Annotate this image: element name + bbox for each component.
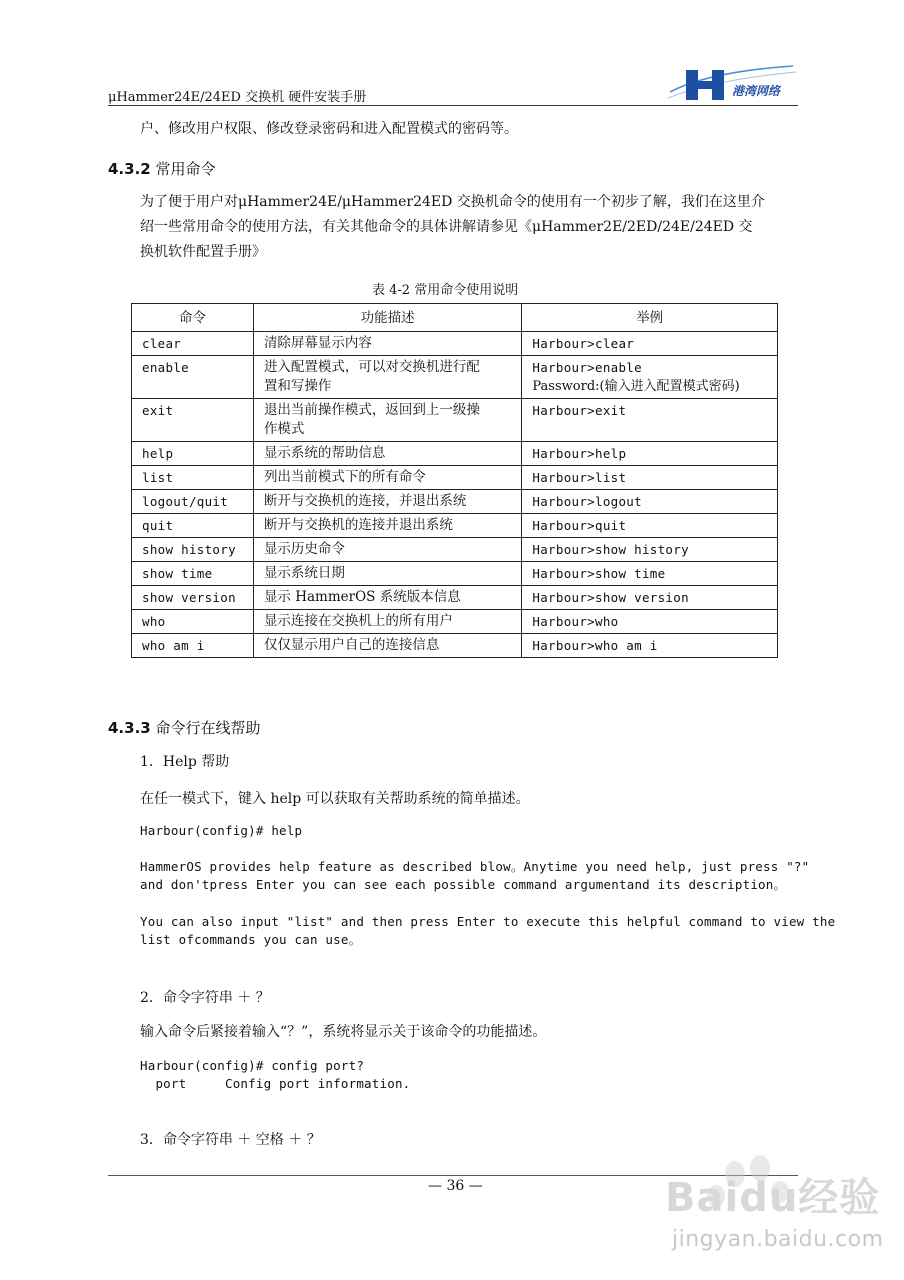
description-line: 断开与交换机的连接，并退出系统: [263, 493, 467, 509]
code-output-line: HammerOS provides help feature as described blow。Anytime you need help, just press "?": [140, 859, 810, 874]
section-number: 4.3.3: [108, 719, 151, 737]
command-cell: help: [132, 442, 254, 466]
description-line: 仅仅显示用户自己的连接信息: [263, 637, 440, 653]
logo-text: 港湾网络: [732, 84, 781, 98]
description-line: 退出当前操作模式，返回到上一级操: [263, 402, 480, 418]
item-text-help: 在任一模式下，键入 help 可以获取有关帮助系统的简单描述。: [140, 791, 530, 807]
example-cell: [522, 356, 778, 399]
example-cell: [522, 634, 778, 658]
command-table: [131, 303, 778, 658]
command-cell: who: [132, 610, 254, 634]
description-cell: [253, 538, 521, 562]
table-row: [132, 332, 778, 356]
column-header: 命令: [132, 304, 254, 332]
table-row: [132, 442, 778, 466]
example-line: Password:(输入进入配置模式密码): [532, 379, 740, 394]
example-cell: [522, 442, 778, 466]
description-cell: [253, 634, 521, 658]
example-cell: [522, 610, 778, 634]
description-line: 进入配置模式，可以对交换机进行配: [263, 359, 480, 375]
example-line: Harbour>show history: [532, 542, 689, 557]
section-heading-432: [108, 158, 216, 179]
column-header: 功能描述: [253, 304, 521, 332]
section-title: 命令行在线帮助: [155, 719, 261, 737]
example-line: Harbour>logout: [532, 494, 642, 509]
table-caption: 表 4-2 常用命令使用说明: [372, 283, 519, 298]
description-cell: [253, 610, 521, 634]
table-row: [132, 514, 778, 538]
command-cell: quit: [132, 514, 254, 538]
intro-line: 换机软件配置手册》: [140, 244, 266, 260]
description-cell: [253, 356, 521, 399]
example-line: Harbour>quit: [532, 518, 627, 533]
description-line: 置和写操作: [263, 378, 332, 394]
watermark-url: jingyan.baidu.com: [672, 1227, 884, 1252]
item-title-question: 2．命令字符串 ＋ ？: [140, 990, 270, 1006]
example-line: Harbour>help: [532, 446, 627, 461]
command-cell: enable: [132, 356, 254, 399]
example-cell: [522, 332, 778, 356]
description-cell: [253, 466, 521, 490]
page-number: — 36 —: [428, 1178, 483, 1194]
description-line: 作模式: [263, 421, 305, 437]
description-line: 清除屏幕显示内容: [263, 335, 372, 351]
example-cell: [522, 514, 778, 538]
example-line: Harbour>who: [532, 614, 619, 629]
example-cell: [522, 562, 778, 586]
table-header-row: [132, 304, 778, 332]
command-cell: logout/quit: [132, 490, 254, 514]
table-row: [132, 562, 778, 586]
continuation-text: 户、修改用户权限、修改登录密码和进入配置模式的密码等。: [140, 121, 518, 137]
description-line: 断开与交换机的连接并退出系统: [263, 517, 453, 533]
description-cell: [253, 399, 521, 442]
example-cell: [522, 466, 778, 490]
table-row: [132, 586, 778, 610]
code-prompt: Harbour(config)# help: [140, 823, 303, 838]
example-line: Harbour>show time: [532, 566, 666, 581]
example-cell: [522, 399, 778, 442]
example-line: Harbour>clear: [532, 336, 635, 351]
section-title: 常用命令: [155, 160, 216, 178]
example-line: Harbour>list: [532, 470, 627, 485]
description-line: 显示连接在交换机上的所有用户: [263, 613, 453, 629]
running-header-title: μHammer24E/24ED 交换机 硬件安装手册: [108, 90, 367, 105]
example-line: Harbour>enable: [532, 360, 642, 375]
code-prompt: Harbour(config)# config port?: [140, 1058, 365, 1073]
example-cell: [522, 586, 778, 610]
section-heading-433: [108, 717, 261, 738]
example-cell: [522, 490, 778, 514]
command-cell: clear: [132, 332, 254, 356]
description-cell: [253, 586, 521, 610]
table-row: [132, 466, 778, 490]
command-cell: show time: [132, 562, 254, 586]
column-header: 举例: [522, 304, 778, 332]
example-line: Harbour>show version: [532, 590, 689, 605]
watermark-brand: Baidu经验: [665, 1175, 881, 1221]
item-title-space-question: 3．命令字符串 ＋ 空格 ＋ ？: [140, 1132, 321, 1148]
command-cell: show version: [132, 586, 254, 610]
section-number: 4.3.2: [108, 160, 151, 178]
description-line: 显示系统的帮助信息: [263, 445, 386, 461]
description-cell: [253, 562, 521, 586]
intro-line: 为了便于用户对μHammer24E/μHammer24ED 交换机命令的使用有一个初步了解，我们在这里介: [140, 194, 765, 210]
description-line: 显示 HammerOS 系统版本信息: [263, 589, 461, 605]
table-row: [132, 634, 778, 658]
code-output-line: and don'tpress Enter you can see each possible command argumentand its description。: [140, 877, 787, 892]
intro-line: 绍一些常用命令的使用方法，有关其他命令的具体讲解请参见《μHammer2E/2ED/24E/24ED 交: [140, 219, 753, 235]
example-cell: [522, 538, 778, 562]
code-output-line: list ofcommands you can use。: [140, 932, 362, 947]
example-line: Harbour>exit: [532, 403, 627, 418]
table-row: [132, 610, 778, 634]
example-line: Harbour>who am i: [532, 638, 658, 653]
command-cell: who am i: [132, 634, 254, 658]
description-cell: [253, 514, 521, 538]
code-output-line: port Config port information.: [140, 1076, 411, 1091]
item-text-question: 输入命令后紧接着输入“？”，系统将显示关于该命令的功能描述。: [140, 1024, 547, 1040]
table-row: [132, 356, 778, 399]
description-line: 显示系统日期: [263, 565, 345, 581]
description-cell: [253, 442, 521, 466]
table-row: [132, 490, 778, 514]
description-cell: [253, 490, 521, 514]
code-output-line: You can also input "list" and then press Enter to execute this helpful command to view the: [140, 914, 836, 929]
command-cell: show history: [132, 538, 254, 562]
command-cell: list: [132, 466, 254, 490]
description-line: 显示历史命令: [263, 541, 345, 557]
item-title-help: 1．Help 帮助: [140, 754, 230, 770]
table-row: [132, 399, 778, 442]
section-intro: [140, 190, 804, 265]
command-cell: exit: [132, 399, 254, 442]
description-cell: [253, 332, 521, 356]
header-rule: [108, 105, 798, 106]
description-line: 列出当前模式下的所有命令: [263, 469, 426, 485]
table-row: [132, 538, 778, 562]
